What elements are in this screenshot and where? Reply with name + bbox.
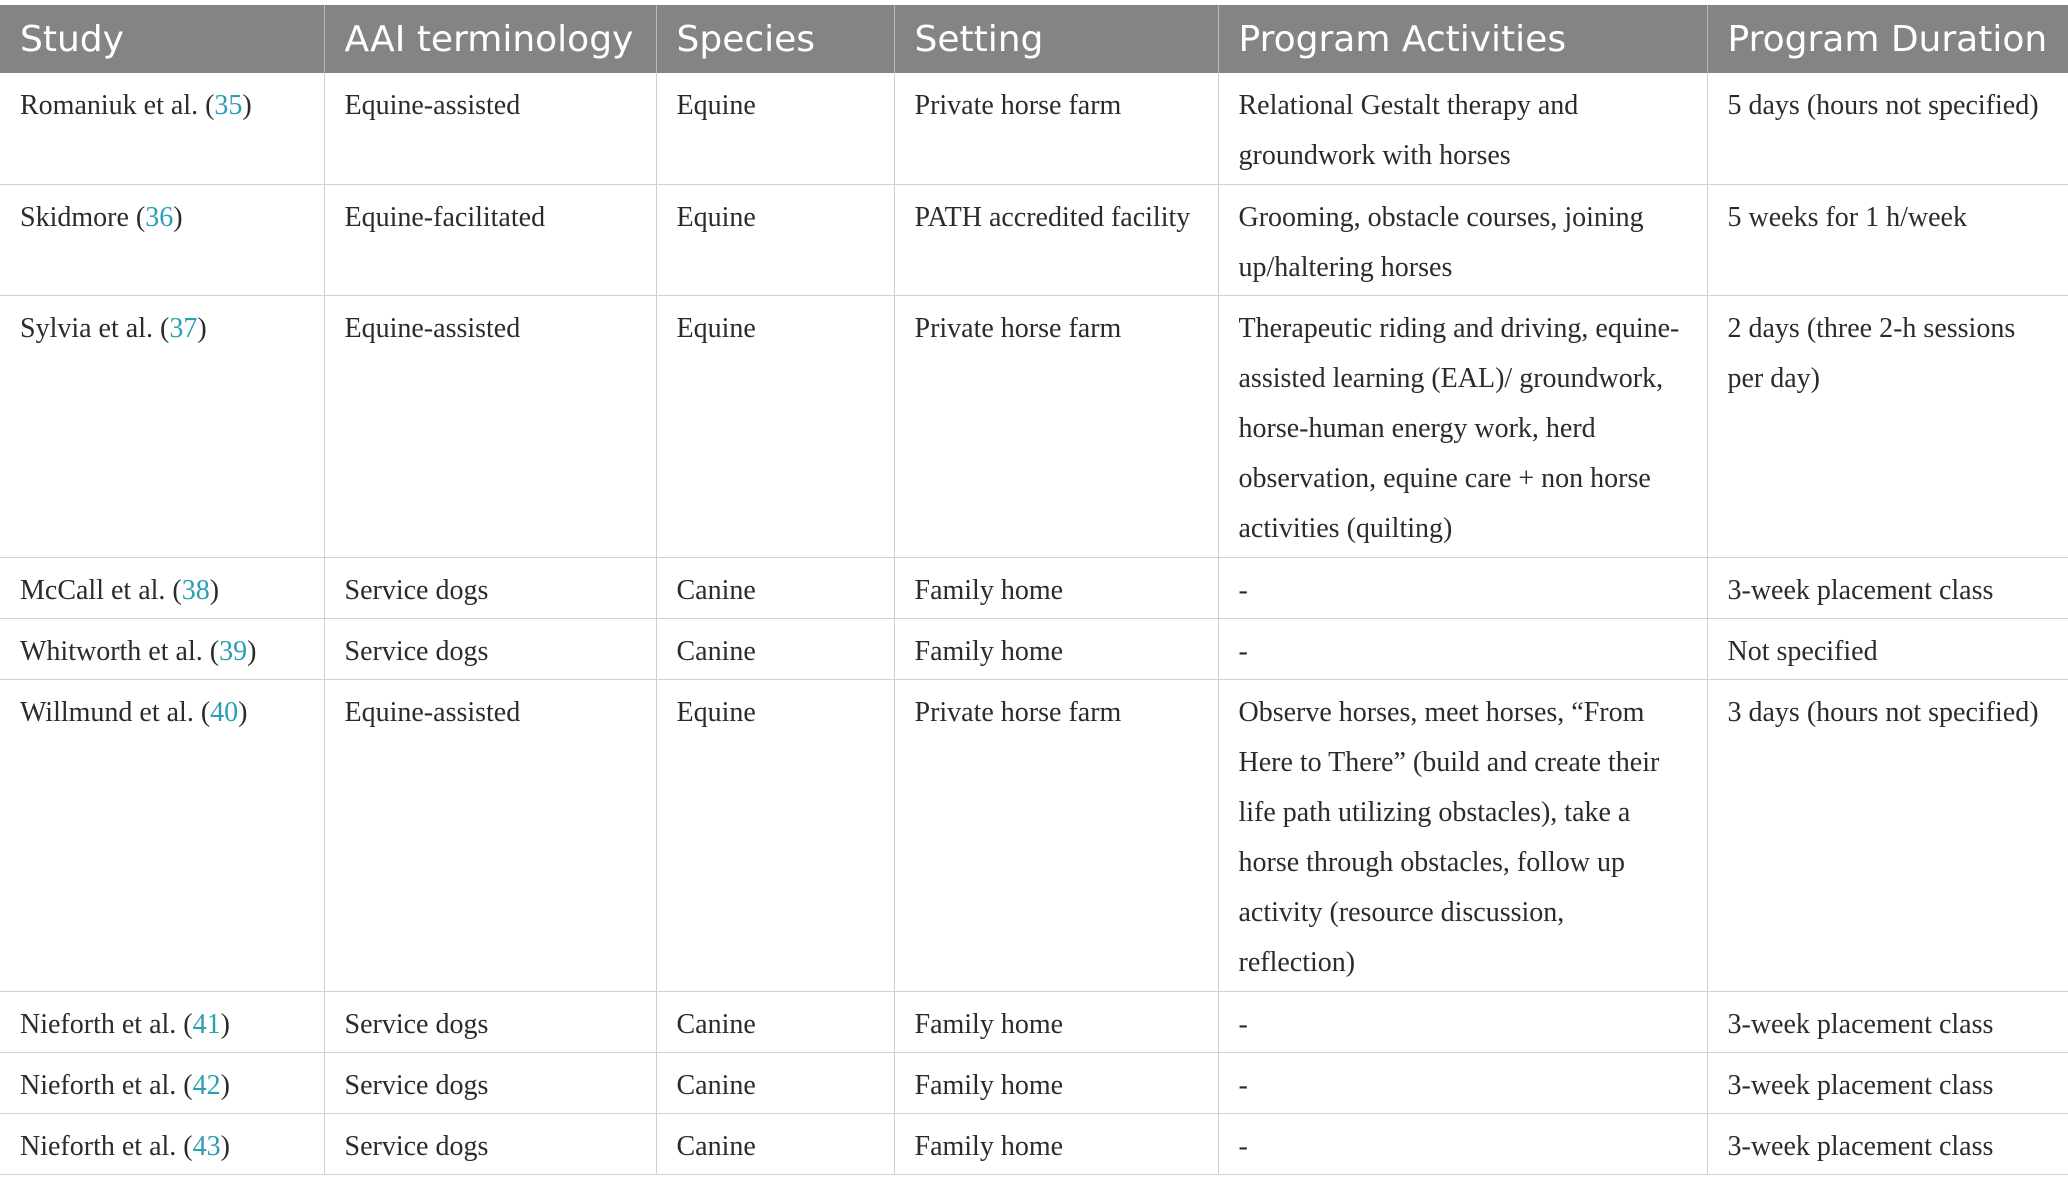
header-setting: Setting (894, 5, 1218, 73)
table-header (0, 5, 2068, 73)
table-row (0, 991, 2068, 1052)
header-study: Study (0, 5, 324, 73)
reference-link[interactable]: 43 (192, 1130, 221, 1162)
cell-duration: 3 days (hours not specified) (1707, 679, 2068, 991)
cell-activities: Grooming, obstacle courses, joining up/haltering horses (1218, 184, 1707, 295)
cell-terminology: Equine-facilitated (324, 184, 656, 295)
cell-species: Equine (656, 295, 894, 557)
cell-study: Sylvia et al. (37) (0, 295, 324, 557)
table-row (0, 295, 2068, 557)
cell-duration: 5 days (hours not specified) (1707, 73, 2068, 184)
cell-species: Canine (656, 991, 894, 1052)
cell-terminology: Service dogs (324, 557, 656, 618)
cell-terminology: Equine-assisted (324, 73, 656, 184)
cell-setting: PATH accredited facility (894, 184, 1218, 295)
cell-duration: 2 days (three 2-h sessions per day) (1707, 295, 2068, 557)
cell-duration: 3-week placement class (1707, 1052, 2068, 1113)
cell-duration: Not specified (1707, 618, 2068, 679)
cell-activities: - (1218, 1052, 1707, 1113)
reference-link[interactable]: 40 (210, 696, 239, 728)
study-name: Whitworth et al. (20, 635, 203, 667)
study-name: McCall et al. (20, 574, 166, 606)
cell-species: Canine (656, 557, 894, 618)
cell-terminology: Service dogs (324, 618, 656, 679)
cell-study: Romaniuk et al. (35) (0, 73, 324, 184)
study-name: Nieforth et al. (20, 1130, 177, 1162)
cell-terminology: Equine-assisted (324, 295, 656, 557)
cell-setting: Family home (894, 618, 1218, 679)
reference-link[interactable]: 35 (214, 90, 243, 121)
study-name: Nieforth et al. (20, 1008, 177, 1040)
cell-activities: Therapeutic riding and driving, equine-assisted learning (EAL)/ groundwork, horse-human energy work, herd observation, equine care + non horse activities (quilting) (1218, 295, 1707, 557)
table-row (0, 1113, 2068, 1174)
cell-activities: Observe horses, meet horses, “From Here to There” (build and create their life path utilizing obstacles), take a horse through obstacles, follow up activity (resource discussion, reflection) (1218, 679, 1707, 991)
study-name: Willmund et al. (20, 696, 194, 728)
cell-species: Equine (656, 73, 894, 184)
cell-duration: 5 weeks for 1 h/week (1707, 184, 2068, 295)
cell-activities: - (1218, 1113, 1707, 1174)
cell-study: McCall et al. (38) (0, 557, 324, 618)
cell-setting: Private horse farm (894, 679, 1218, 991)
header-aai-terminology: AAI terminology (324, 5, 656, 73)
cell-study: Skidmore (36) (0, 184, 324, 295)
cell-study: Whitworth et al. (39) (0, 618, 324, 679)
table-row (0, 1052, 2068, 1113)
cell-terminology: Service dogs (324, 1113, 656, 1174)
cell-setting: Private horse farm (894, 295, 1218, 557)
reference-link[interactable]: 37 (169, 312, 198, 344)
header-species: Species (656, 5, 894, 73)
cell-setting: Family home (894, 557, 1218, 618)
cell-species: Canine (656, 618, 894, 679)
cell-species: Canine (656, 1113, 894, 1174)
reference-link[interactable]: 42 (192, 1069, 221, 1101)
cell-setting: Family home (894, 1113, 1218, 1174)
reference-link[interactable]: 39 (219, 635, 248, 667)
header-program-duration: Program Duration (1707, 5, 2068, 73)
cell-terminology: Service dogs (324, 1052, 656, 1113)
cell-setting: Family home (894, 991, 1218, 1052)
header-program-activities: Program Activities (1218, 5, 1707, 73)
cell-species: Canine (656, 1052, 894, 1113)
cell-species: Equine (656, 184, 894, 295)
cell-activities: - (1218, 991, 1707, 1052)
study-name: Skidmore (20, 201, 129, 233)
study-name: Romaniuk et al. (20, 90, 199, 121)
reference-link[interactable]: 41 (192, 1008, 221, 1040)
table-body (0, 73, 2068, 1174)
cell-study: Nieforth et al. (41) (0, 991, 324, 1052)
cell-setting: Private horse farm (894, 73, 1218, 184)
study-name: Nieforth et al. (20, 1069, 177, 1101)
table-row (0, 184, 2068, 295)
cell-study: Willmund et al. (40) (0, 679, 324, 991)
cell-activities: - (1218, 557, 1707, 618)
table-row (0, 557, 2068, 618)
cell-study: Nieforth et al. (43) (0, 1113, 324, 1174)
study-table (0, 5, 2068, 1175)
cell-study: Nieforth et al. (42) (0, 1052, 324, 1113)
header-row (0, 5, 2068, 73)
cell-duration: 3-week placement class (1707, 991, 2068, 1052)
cell-terminology: Equine-assisted (324, 679, 656, 991)
table-row (0, 73, 2068, 184)
cell-duration: 3-week placement class (1707, 1113, 2068, 1174)
table-row (0, 618, 2068, 679)
study-name: Sylvia et al. (20, 312, 153, 344)
table-row (0, 679, 2068, 991)
cell-terminology: Service dogs (324, 991, 656, 1052)
cell-duration: 3-week placement class (1707, 557, 2068, 618)
reference-link[interactable]: 38 (181, 574, 210, 606)
cell-activities: - (1218, 618, 1707, 679)
cell-activities: Relational Gestalt therapy and groundwork with horses (1218, 73, 1707, 184)
reference-link[interactable]: 36 (145, 201, 174, 233)
cell-setting: Family home (894, 1052, 1218, 1113)
cell-species: Equine (656, 679, 894, 991)
